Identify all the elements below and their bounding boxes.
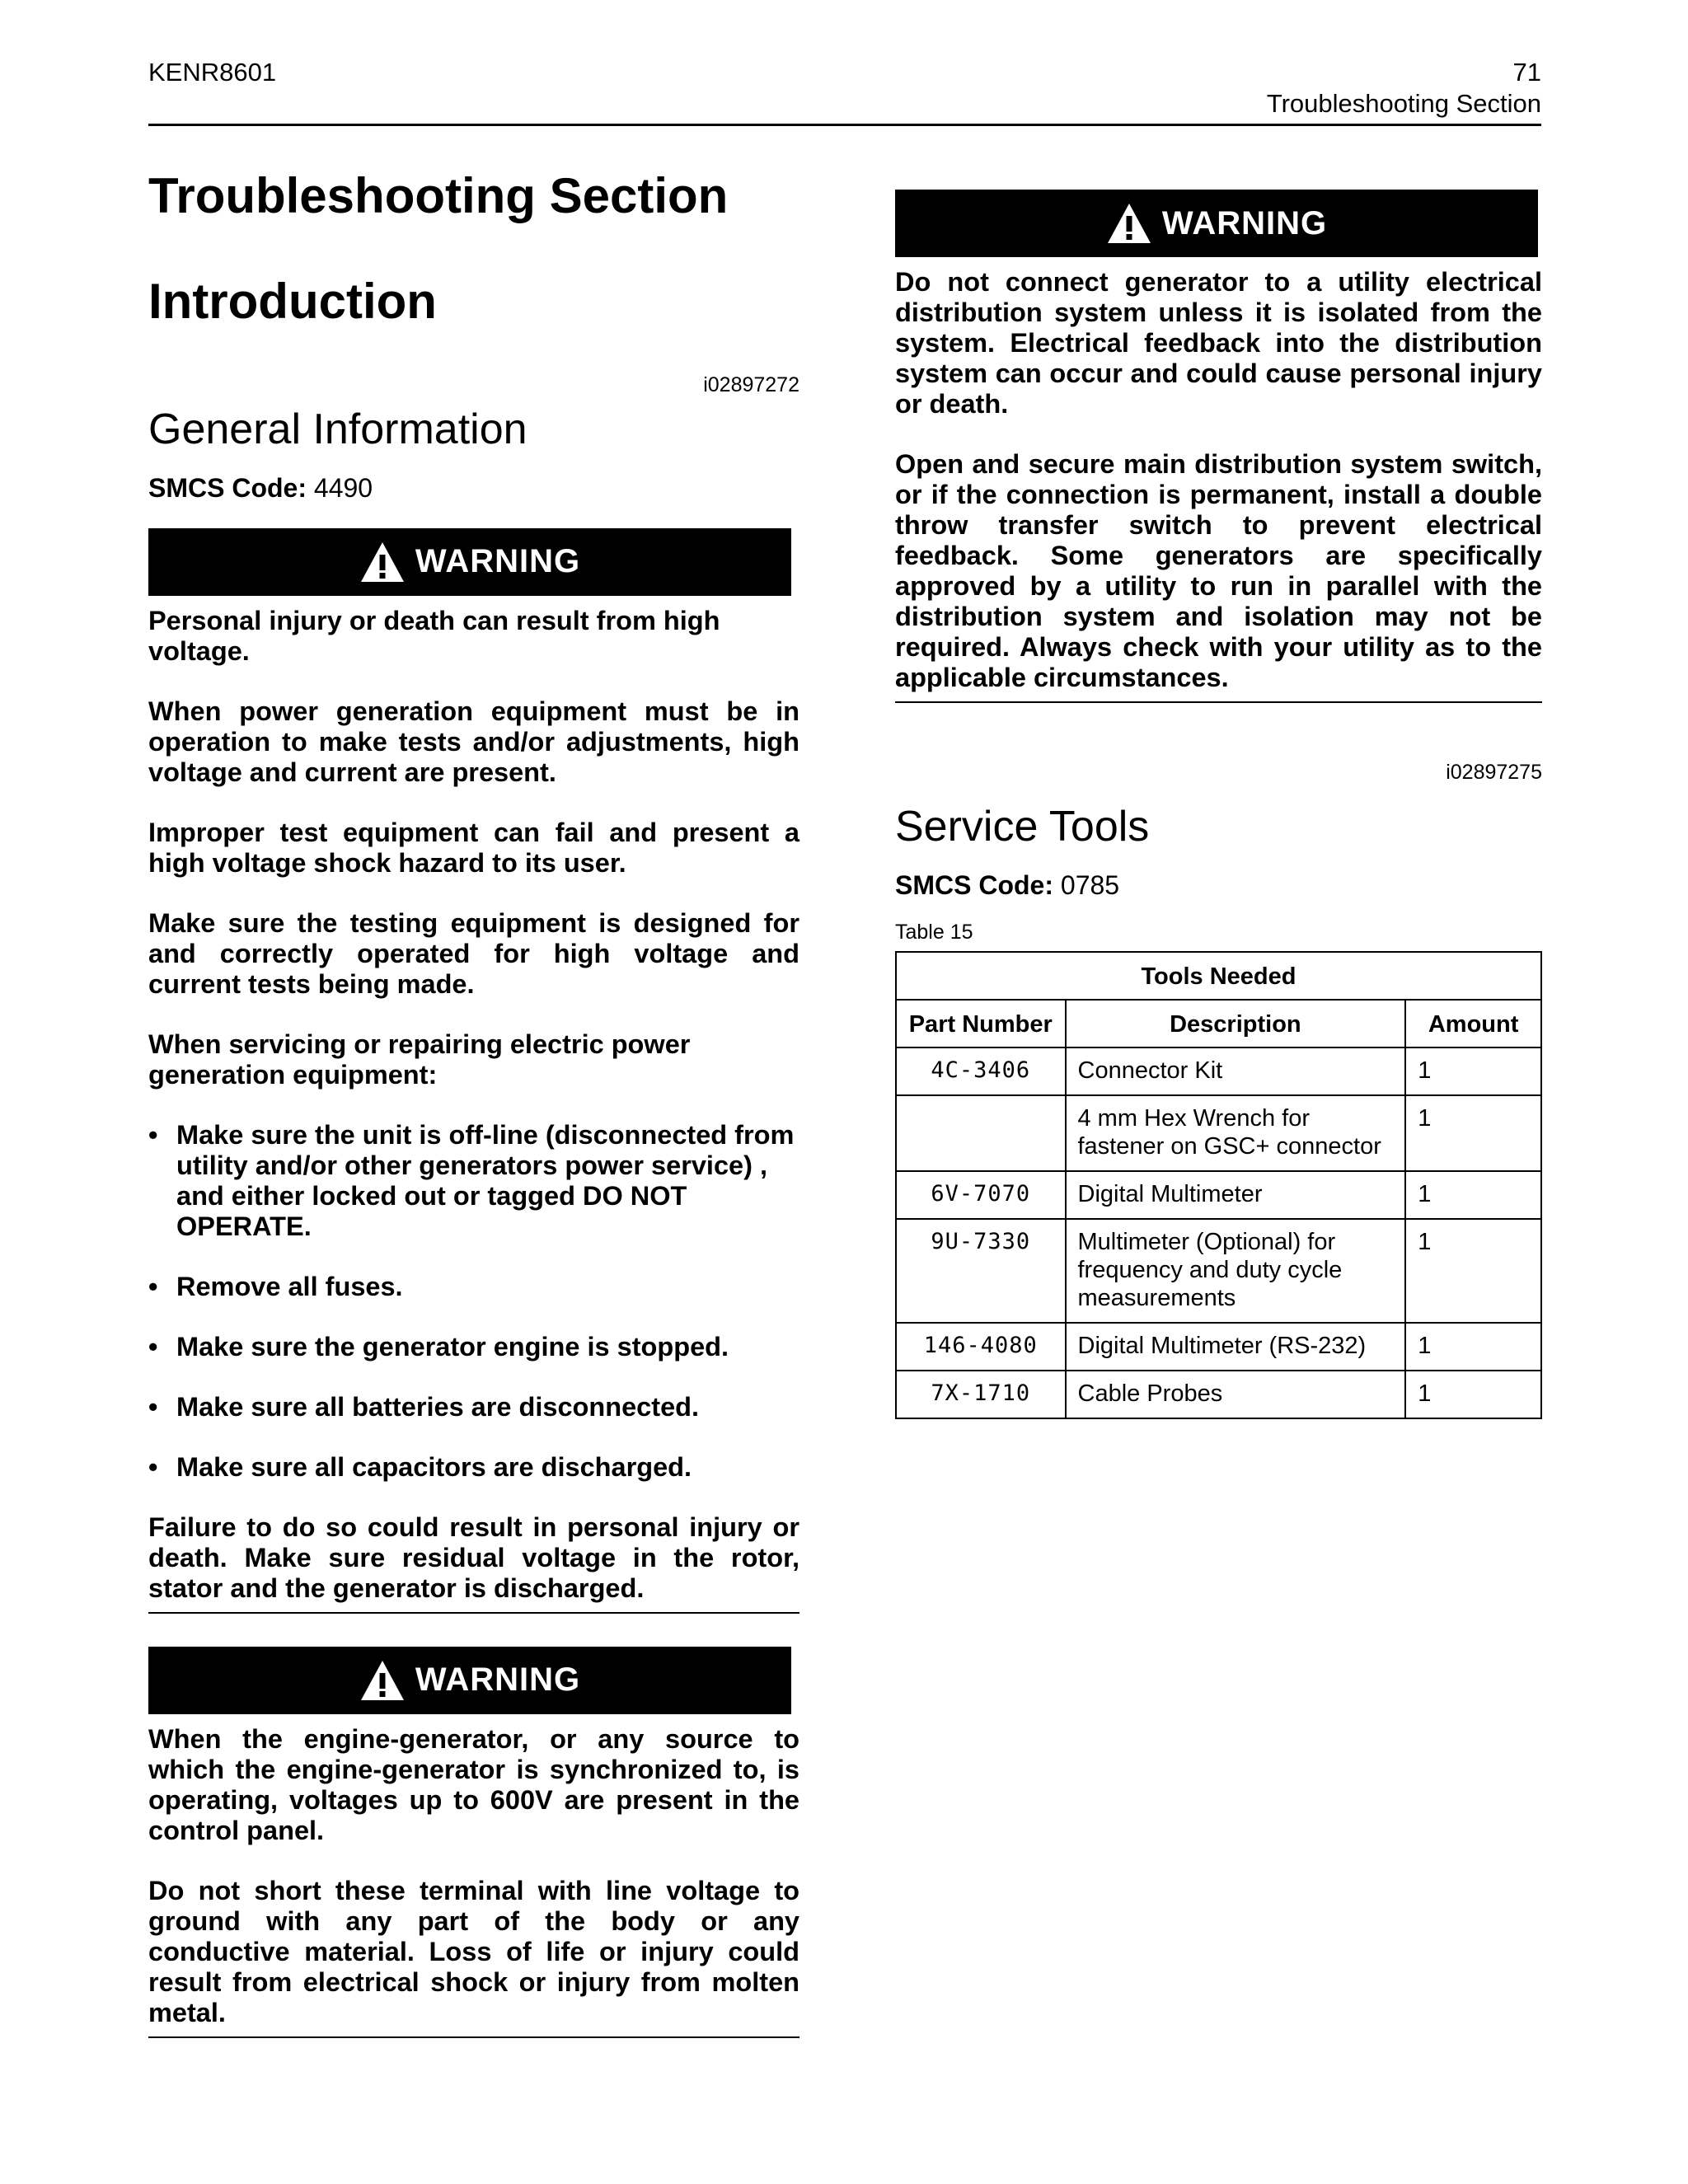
amount-cell: 1 (1405, 1219, 1541, 1323)
table-row (896, 1095, 1541, 1171)
description-cell: Digital Multimeter (RS-232) (1066, 1323, 1406, 1371)
amount-cell: 1 (1405, 1371, 1541, 1418)
warning-banner (148, 1647, 791, 1714)
right-column (895, 190, 1542, 1419)
warning-paragraph: Do not connect generator to a utility electrical distribution system unless it is isolated from the system. Electrical feedback into the distribution system can occur and could cause personal injury or death. (895, 267, 1542, 419)
part-number-cell (896, 1095, 1066, 1171)
part-number-cell: 9U-7330 (896, 1219, 1066, 1323)
warning-paragraph: When power generation equipment must be in operation to make tests and/or adjustments, high voltage and current are present. (148, 696, 799, 787)
section-title: Troubleshooting Section (148, 168, 729, 223)
amount-cell: 1 (1405, 1095, 1541, 1171)
warning-banner (148, 528, 791, 596)
description-cell: Digital Multimeter (1066, 1171, 1406, 1219)
part-number-cell: 6V-7070 (896, 1171, 1066, 1219)
warning-triangle-icon (1106, 202, 1152, 245)
column-header-description: Description (1066, 1000, 1406, 1047)
warning-paragraph: When servicing or repairing electric power generation equipment: (148, 1029, 691, 1090)
description-cell: Cable Probes (1066, 1371, 1406, 1418)
table-header-row (896, 1000, 1541, 1047)
reference-id: i02897272 (703, 373, 799, 396)
warning-paragraph: When the engine-generator, or any source to which the engine-generator is synchronized to, is operating, voltages up to 600V are present in the control panel. (148, 1723, 799, 1845)
table-row (896, 1371, 1541, 1418)
warning-paragraph: Make sure the testing equipment is designed for and correctly operated for high voltage and current tests being made. (148, 907, 799, 999)
table-label: Table 15 (895, 920, 973, 944)
smcs-code (148, 473, 799, 504)
table-title: Tools Needed (896, 952, 1541, 1000)
description-cell: Multimeter (Optional) for frequency and duty cycle measurements (1066, 1219, 1406, 1323)
bullet-item: • Make sure the unit is off-line (disconnected from utility and/or other generators power service) , and either locked out or tagged DO NOT OPERATE. (148, 1120, 799, 1242)
running-title: Troubleshooting Section (1266, 89, 1541, 118)
amount-cell: 1 (1405, 1171, 1541, 1219)
bullet-item: • Remove all fuses. (148, 1272, 799, 1302)
warning-closing: Failure to do so could result in personal injury or death. Make sure residual voltage in the rotor, stator and the generator is discharged. (148, 1511, 799, 1603)
left-column (148, 169, 799, 2038)
table-title-row (896, 952, 1541, 1000)
bullet-item: • Make sure all batteries are disconnected. (148, 1392, 799, 1422)
warning-triangle-icon (359, 541, 406, 583)
description-cell: 4 mm Hex Wrench for fastener on GSC+ connector (1066, 1095, 1406, 1171)
chapter-title: Introduction (148, 274, 437, 329)
table-row (896, 1171, 1541, 1219)
warning-label: WARNING (415, 1661, 581, 1699)
amount-cell: 1 (1405, 1047, 1541, 1095)
smcs-code (895, 870, 1542, 901)
page-number: 71 (1512, 58, 1541, 87)
warning-paragraph: Do not short these terminal with line voltage to ground with any part of the body or any conductive material. Loss of life or injury could result from electrical shock or injury from molten metal. (148, 1875, 799, 2027)
smcs-value: 0785 (1060, 869, 1120, 900)
warning-banner (895, 190, 1538, 257)
amount-cell: 1 (1405, 1323, 1541, 1371)
warning-paragraph: Personal injury or death can result from high voltage. (148, 605, 720, 666)
smcs-label: SMCS Code: (148, 472, 307, 503)
table-row (896, 1219, 1541, 1323)
description-cell: Connector Kit (1066, 1047, 1406, 1095)
column-header-amount: Amount (1405, 1000, 1541, 1047)
part-number-cell: 146-4080 (896, 1323, 1066, 1371)
smcs-value: 4490 (313, 472, 373, 503)
reference-id: i02897275 (1446, 761, 1542, 784)
warning-paragraph: Open and secure main distribution system switch, or if the connection is permanent, install a double throw transfer switch to prevent electrical feedback. Some generators are specifically approved by a utility to run in parallel with the distribution system and isolation may not be required. Always check with your utility as to the applicable circumstances. (895, 449, 1542, 692)
table-row (896, 1047, 1541, 1095)
warning-label: WARNING (415, 543, 581, 580)
part-number-cell: 4C-3406 (896, 1047, 1066, 1095)
document-id: KENR8601 (148, 58, 277, 87)
part-number-cell: 7X-1710 (896, 1371, 1066, 1418)
bullet-item: • Make sure all capacitors are discharged. (148, 1452, 799, 1483)
warning-label: WARNING (1161, 204, 1328, 241)
column-header-part-number: Part Number (896, 1000, 1066, 1047)
general-information-heading: General Information (148, 405, 528, 453)
warning-triangle-icon (359, 1659, 406, 1702)
divider (148, 2036, 799, 2038)
smcs-label: SMCS Code: (895, 869, 1053, 900)
tools-table (895, 951, 1542, 1419)
bullet-item: • Make sure the generator engine is stopped. (148, 1332, 799, 1362)
table-row (896, 1323, 1541, 1371)
page-header (148, 53, 1541, 126)
service-tools-heading: Service Tools (895, 803, 1150, 851)
warning-paragraph: Improper test equipment can fail and present a high voltage shock hazard to its user. (148, 817, 799, 878)
